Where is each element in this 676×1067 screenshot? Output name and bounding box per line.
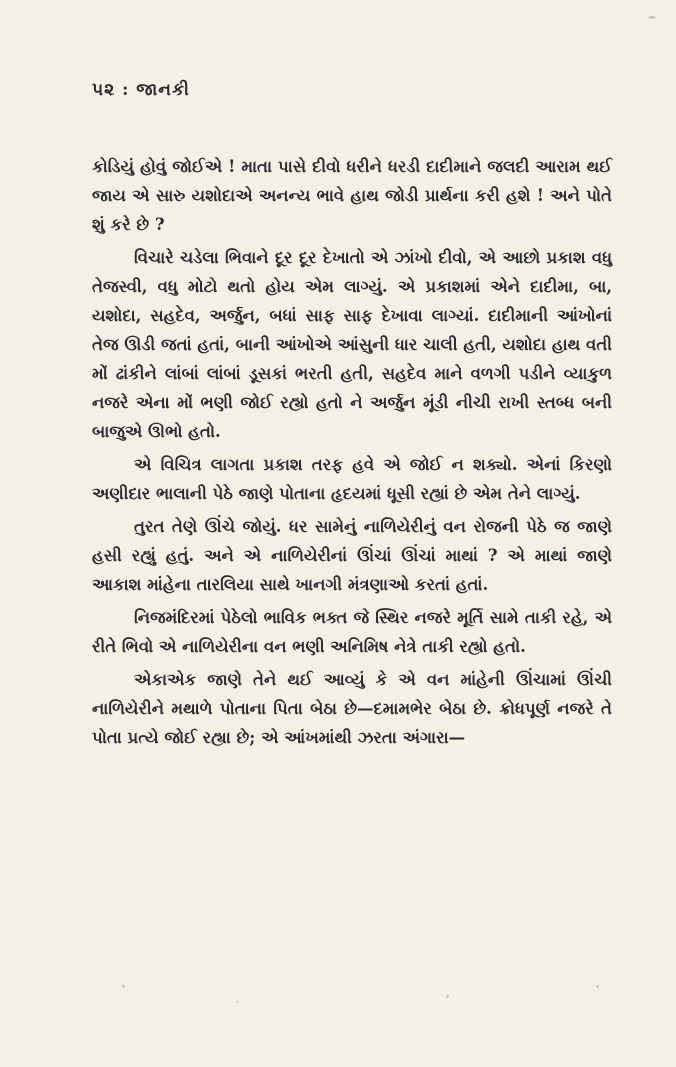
header-separator: : (122, 80, 130, 100)
paper-speck (648, 16, 656, 19)
paper-speck (446, 995, 449, 998)
paragraph-5: નિજમંદિરમાં પેઠેલો ભાવિક ભક્ત જે સ્થિર નજરે મૂર્તિ સામે તાકી રહે, એ રીતે ભિવો એ નાળિયેરીના વન ભણી અનિમિષ નેત્રે તાકી રહ્યો હતો. (92, 608, 612, 656)
paper-speck (596, 985, 599, 988)
paragraph-2: વિચારે ચડેલા ભિવાને દૂર દૂર દેખાતો એ ઝાંખો દીવો, એ આછો પ્રકાશ વધુ તેજસ્વી, વધુ મોટો થતો હોય એમ લાગ્યું. એ પ્રકાશમાં એને દાદીમા, બા, યશોદા, સહદેવ, અર્જુન, બધાં સાફ સાફ દેખાવા લાગ્યાં. દાદીમાની આંખોનાં તેજ ઊડી જતાં હતાં, બાની આંખોએ આંસુની ધાર ચાલી હતી, યશોદા હાથ વતી મોં ઢાંકીને લાંબાં લાંબાં ડૂસકાં ભરતી હતી, સહદેવ માને વળગી પડીને વ્યાકુળ નજરે એના મોં ભણી જોઈ રહ્યો હતો ને અર્જુન મૂંડી નીચી રાખી સ્તબ્ધ બની બાજુએ ઊભો હતો. (92, 248, 612, 441)
body-text (92, 152, 612, 756)
paragraph-6: એકાએક જાણે તેને થઈ આવ્યું કે એ વન માંહેની ઊંચામાં ઊંચી નાળિયેરીને મથાળે પોતાના પિતા બેઠા છે—દમામભેર બેઠા છે. ક્રોધપૂર્ણ નજરે તે પોતા પ્રત્યે જોઈ રહ્યા છે; એ આંખમાંથી ઝરતા અંગારા— (92, 670, 612, 747)
paragraph-1: કોડિયું હોવું જોઈએ ! માતા પાસે દીવો ધરીને ધરડી દાદીમાને જલદી આરામ થઈ જાય એ સારુ યશોદાએ અનન્ય ભાવે હાથ જોડી પ્રાર્થના કરી હશે ! અને પોતે શું કરે છે ? (92, 157, 612, 234)
chapter-title: જાનકી (136, 80, 190, 100)
paper-speck (122, 985, 125, 988)
page-number: ૫૨ (92, 80, 116, 100)
paragraph-3: એ વિચિત્ર લાગતા પ્રકાશ તરફ હવે એ જોઈ ન શક્યો. એનાં કિરણો અણીદાર ભાલાની પેઠે જાણે પોતાના હૃદયમાં ધૂસી રહ્યાં છે એમ તેને લાગ્યું. (92, 455, 612, 503)
running-header (92, 80, 190, 100)
paragraph-4: તુરત તેણે ઊંચે જોયું. ધર સામેનું નાળિયેરીનું વન રોજની પેઠે જ જાણે હસી રહ્યું હતું. અને એ નાળિયેરીનાં ઊંચાં ઊંચાં માથાં ? એ માથાં જાણે આકાશ માંહેના તારલિયા સાથે ખાનગી મંત્રણાઓ કરતાં હતાં. (92, 517, 612, 594)
paper-speck (236, 1001, 238, 1003)
